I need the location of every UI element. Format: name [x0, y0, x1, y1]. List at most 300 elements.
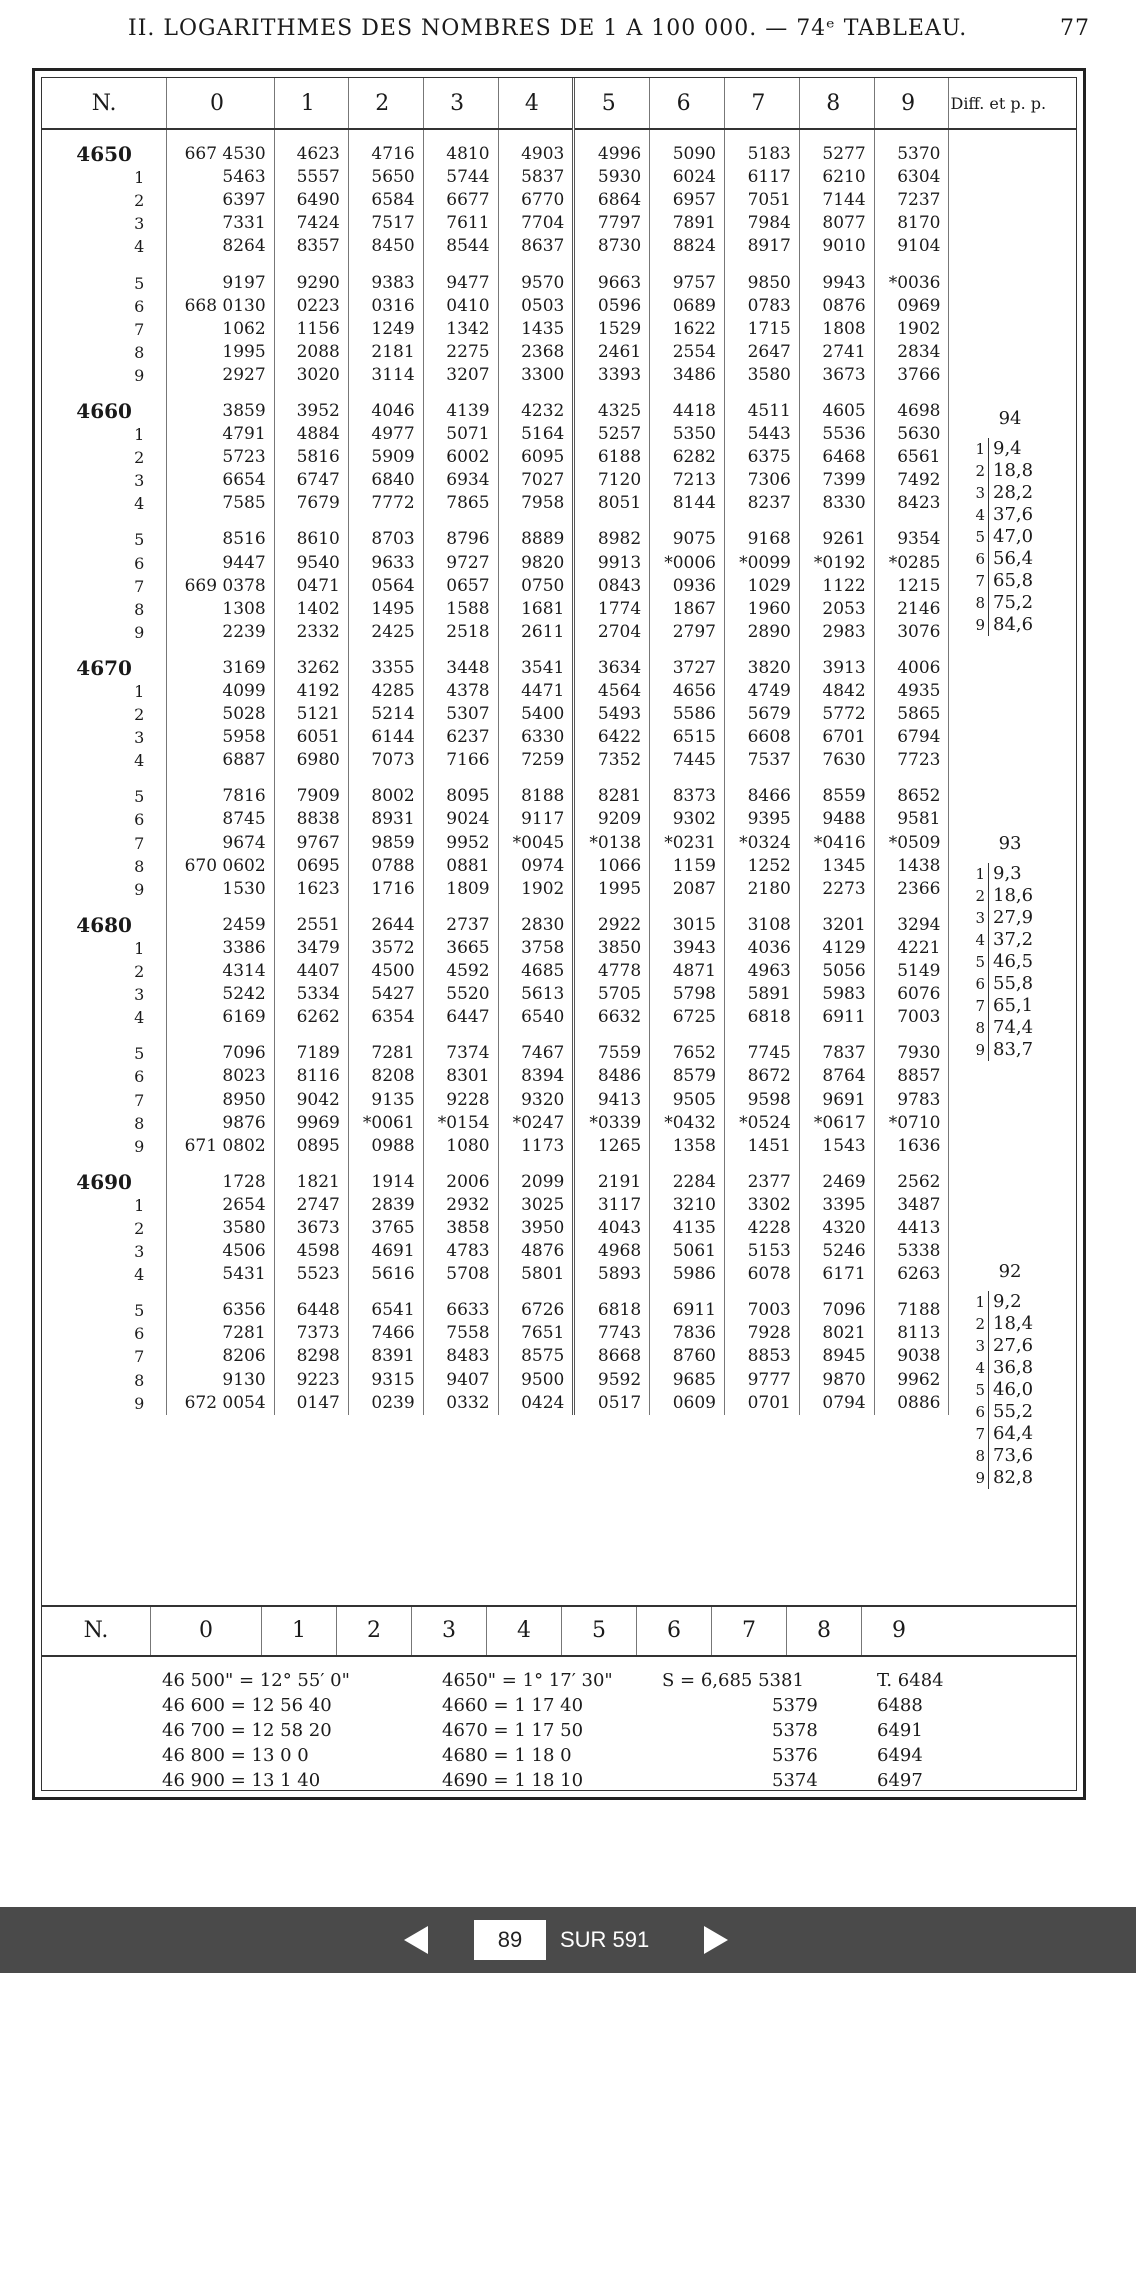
table-cell: 0876 — [799, 295, 874, 318]
diff-cell — [949, 212, 1076, 235]
diff-line — [967, 995, 1033, 1017]
table-cell: 9228 — [423, 1088, 498, 1111]
table-row — [42, 552, 1076, 575]
table-cell: 7213 — [650, 469, 725, 492]
table-cell: 8051 — [574, 492, 650, 515]
table-cell: *0154 — [423, 1112, 498, 1135]
table-cell: *0617 — [799, 1112, 874, 1135]
table-row — [42, 878, 1076, 901]
row-number: 8 — [42, 1369, 167, 1392]
table-cell: 9969 — [274, 1112, 348, 1135]
table-cell: 8950 — [167, 1088, 274, 1111]
table-row — [42, 1369, 1076, 1392]
table-cell: 8188 — [498, 772, 574, 808]
row-number: 7 — [42, 1345, 167, 1368]
table-cell: 5983 — [799, 983, 874, 1006]
table-cell: 8466 — [725, 772, 800, 808]
table-cell: 8672 — [725, 1065, 800, 1088]
table-cell: 7559 — [574, 1029, 650, 1065]
row-number: 2 — [42, 189, 167, 212]
table-cell: 0895 — [274, 1135, 348, 1158]
table-cell: 2181 — [348, 341, 423, 364]
table-cell: 3262 — [274, 644, 348, 680]
table-cell: 7743 — [574, 1322, 650, 1345]
diff-line — [967, 460, 1033, 482]
table-cell: 1345 — [799, 855, 874, 878]
table-cell: 4778 — [574, 960, 650, 983]
footnote-line: 46 500" = 12° 55′ 0" — [162, 1670, 350, 1691]
table-cell: 6770 — [498, 189, 574, 212]
table-cell: 5242 — [167, 983, 274, 1006]
table-cell: 3015 — [650, 901, 725, 937]
footnote-line: 4650" = 1° 17′ 30" — [442, 1670, 613, 1691]
row-number: 3 — [42, 469, 167, 492]
table-cell: 1265 — [574, 1135, 650, 1158]
table-cell: 8889 — [498, 515, 574, 551]
table-cell: 3758 — [498, 937, 574, 960]
table-cell: 9859 — [348, 832, 423, 855]
table-cell: 7096 — [799, 1286, 874, 1322]
table-cell: 3487 — [874, 1194, 949, 1217]
footnote-col-arc — [442, 1668, 613, 1793]
table-cell: 4135 — [650, 1217, 725, 1240]
table-row — [42, 901, 1076, 937]
table-cell: 5616 — [348, 1263, 423, 1286]
table-cell: 5801 — [498, 1263, 574, 1286]
page-number-input[interactable] — [474, 1920, 546, 1960]
table-cell: 4500 — [348, 960, 423, 983]
diff-multiplier: 8 — [967, 1445, 989, 1467]
diff-cell — [949, 749, 1076, 772]
table-cell: 4471 — [498, 680, 574, 703]
table-cell: 6818 — [725, 1006, 800, 1029]
table-cell: 7928 — [725, 1322, 800, 1345]
table-cell: 5334 — [274, 983, 348, 1006]
row-number: 9 — [42, 1135, 167, 1158]
table-cell: 4605 — [799, 387, 874, 423]
table-cell: 8373 — [650, 772, 725, 808]
table-cell: 8095 — [423, 772, 498, 808]
table-cell: 8559 — [799, 772, 874, 808]
row-number: 7 — [42, 1088, 167, 1111]
table-row — [42, 832, 1076, 855]
diff-multiplier: 7 — [967, 1423, 989, 1445]
table-cell: 0596 — [574, 295, 650, 318]
table-cell: 3766 — [874, 364, 949, 387]
diff-value: 83,7 — [993, 1039, 1034, 1060]
diff-multiplier: 8 — [967, 592, 989, 614]
table-cell: 9674 — [167, 832, 274, 855]
diff-cell — [949, 129, 1076, 166]
table-cell: 4810 — [423, 129, 498, 166]
table-cell: 1809 — [423, 878, 498, 901]
table-cell: 6633 — [423, 1286, 498, 1322]
table-cell: 7189 — [274, 1029, 348, 1065]
diff-cell — [949, 772, 1076, 808]
table-cell: 6701 — [799, 726, 874, 749]
table-cell: 9633 — [348, 552, 423, 575]
table-row — [42, 469, 1076, 492]
table-cell: 2332 — [274, 621, 348, 644]
table-cell: 6169 — [167, 1006, 274, 1029]
footnote-col-s — [662, 1668, 818, 1793]
table-row — [42, 1286, 1076, 1322]
table-body — [42, 129, 1076, 1415]
table-cell: 5986 — [650, 1263, 725, 1286]
table-cell: 7836 — [650, 1322, 725, 1345]
table-cell: 2425 — [348, 621, 423, 644]
footnote-line: 4660 = 1 17 40 — [442, 1695, 584, 1716]
table-cell: 0988 — [348, 1135, 423, 1158]
table-cell: 4129 — [799, 937, 874, 960]
table-cell: 3858 — [423, 1217, 498, 1240]
table-cell: 9024 — [423, 808, 498, 831]
table-cell: 7467 — [498, 1029, 574, 1065]
footer-column-label: 6 — [637, 1607, 712, 1655]
table-cell: 5350 — [650, 423, 725, 446]
diff-value: 37,6 — [993, 504, 1034, 525]
diff-cell — [949, 235, 1076, 258]
table-cell: 5536 — [799, 423, 874, 446]
row-number: 9 — [42, 364, 167, 387]
table-cell: 4842 — [799, 680, 874, 703]
table-cell: 4325 — [574, 387, 650, 423]
row-number: 4 — [42, 1006, 167, 1029]
table-cell: 9500 — [498, 1369, 574, 1392]
table-cell: 667 4530 — [167, 129, 274, 166]
table-cell: 9104 — [874, 235, 949, 258]
table-cell: 9870 — [799, 1369, 874, 1392]
table-cell: 5463 — [167, 166, 274, 189]
diff-value: 82,8 — [993, 1467, 1034, 1488]
table-cell: 1995 — [574, 878, 650, 901]
table-cell: 1249 — [348, 318, 423, 341]
table-cell: *0036 — [874, 258, 949, 294]
table-cell: 8144 — [650, 492, 725, 515]
table-cell: 7816 — [167, 772, 274, 808]
table-cell: 9223 — [274, 1369, 348, 1392]
diff-cell — [949, 644, 1076, 680]
table-cell: 7865 — [423, 492, 498, 515]
triangle-right-icon[interactable] — [704, 1926, 728, 1954]
table-cell: 8703 — [348, 515, 423, 551]
table-cell: 3210 — [650, 1194, 725, 1217]
table-cell: 6468 — [799, 446, 874, 469]
table-cell: 4407 — [274, 960, 348, 983]
footnote-line: 6488 — [877, 1695, 923, 1716]
table-cell: 7424 — [274, 212, 348, 235]
table-cell: 3943 — [650, 937, 725, 960]
table-cell: 2273 — [799, 878, 874, 901]
diff-multiplier: 5 — [967, 526, 989, 548]
table-cell: 3820 — [725, 644, 800, 680]
table-cell: 8838 — [274, 808, 348, 831]
table-cell: 7259 — [498, 749, 574, 772]
table-cell: 5816 — [274, 446, 348, 469]
table-cell: 9505 — [650, 1088, 725, 1111]
row-number: 7 — [42, 575, 167, 598]
table-cell: 5958 — [167, 726, 274, 749]
table-cell: 1066 — [574, 855, 650, 878]
table-cell: 8610 — [274, 515, 348, 551]
table-cell: 2704 — [574, 621, 650, 644]
table-cell: 3355 — [348, 644, 423, 680]
diff-multiplier: 9 — [967, 614, 989, 636]
table-cell: 0936 — [650, 575, 725, 598]
table-cell: 4378 — [423, 680, 498, 703]
table-cell: 9395 — [725, 808, 800, 831]
table-cell: 1715 — [725, 318, 800, 341]
diff-multiplier: 6 — [967, 548, 989, 570]
table-row — [42, 1263, 1076, 1286]
table-cell: 5400 — [498, 703, 574, 726]
table-cell: 5493 — [574, 703, 650, 726]
table-cell: 6188 — [574, 446, 650, 469]
diff-multiplier: 1 — [967, 438, 989, 460]
table-cell: 8668 — [574, 1345, 650, 1368]
table-cell: 5431 — [167, 1263, 274, 1286]
diff-line — [967, 504, 1033, 526]
diff-cell — [949, 808, 1076, 831]
table-cell: 9488 — [799, 808, 874, 831]
diff-value: 84,6 — [993, 614, 1034, 635]
table-cell: 7492 — [874, 469, 949, 492]
table-cell: 6747 — [274, 469, 348, 492]
table-row — [42, 1240, 1076, 1263]
diff-cell — [949, 166, 1076, 189]
row-number: 3 — [42, 1240, 167, 1263]
diff-line — [967, 1423, 1033, 1445]
table-cell: 7517 — [348, 212, 423, 235]
table-row — [42, 212, 1076, 235]
table-cell: 5772 — [799, 703, 874, 726]
table-cell: 1358 — [650, 1135, 725, 1158]
column-header: 9 — [874, 78, 949, 129]
table-cell: 8516 — [167, 515, 274, 551]
row-number: 8 — [42, 855, 167, 878]
footnote-line: 4670 = 1 17 50 — [442, 1720, 584, 1741]
table-cell: 1808 — [799, 318, 874, 341]
table-cell: 8579 — [650, 1065, 725, 1088]
table-cell: 6263 — [874, 1263, 949, 1286]
row-number: 1 — [42, 423, 167, 446]
table-cell: 2180 — [725, 878, 800, 901]
diff-line — [967, 885, 1033, 907]
table-cell: 4413 — [874, 1217, 949, 1240]
diff-cell — [949, 341, 1076, 364]
table-cell: 8391 — [348, 1345, 423, 1368]
column-header: 1 — [274, 78, 348, 129]
table-row — [42, 1345, 1076, 1368]
footer-column-label: N. — [42, 1607, 151, 1655]
table-cell: 9767 — [274, 832, 348, 855]
table-cell: 5338 — [874, 1240, 949, 1263]
table-cell: 3486 — [650, 364, 725, 387]
table-frame-inner — [41, 77, 1077, 1791]
table-cell: 7051 — [725, 189, 800, 212]
table-cell: 4749 — [725, 680, 800, 703]
diff-multiplier: 3 — [967, 1335, 989, 1357]
table-cell: 5557 — [274, 166, 348, 189]
diff-multiplier: 7 — [967, 570, 989, 592]
row-number: 1 — [42, 680, 167, 703]
diff-value: 9,4 — [993, 438, 1022, 459]
table-cell: 6490 — [274, 189, 348, 212]
table-cell: 8301 — [423, 1065, 498, 1088]
diff-multiplier: 4 — [967, 504, 989, 526]
table-cell: 7445 — [650, 749, 725, 772]
footnote-line: 46 800 = 13 0 0 — [162, 1745, 309, 1766]
table-cell: 7652 — [650, 1029, 725, 1065]
column-header: N. — [42, 78, 167, 129]
footnote-line: S = 6̄,685 5381 — [662, 1670, 804, 1691]
row-number: 8 — [42, 598, 167, 621]
row-number: 6 — [42, 1322, 167, 1345]
diff-line — [967, 438, 1033, 460]
diff-line — [967, 1313, 1033, 1335]
table-cell: *0247 — [498, 1112, 574, 1135]
diff-value: 55,8 — [993, 973, 1034, 994]
table-cell: 9876 — [167, 1112, 274, 1135]
column-header: 8 — [799, 78, 874, 129]
diff-value: 47,0 — [993, 526, 1034, 547]
diff-value: 46,0 — [993, 1379, 1034, 1400]
footer-column-label: 4 — [487, 1607, 562, 1655]
table-cell: 4876 — [498, 1240, 574, 1263]
diff-multiplier: 9 — [967, 1039, 989, 1061]
table-cell: 8077 — [799, 212, 874, 235]
table-cell: 9168 — [725, 515, 800, 551]
table-cell: 0701 — [725, 1392, 800, 1415]
table-cell: 2275 — [423, 341, 498, 364]
diff-multiplier: 8 — [967, 1017, 989, 1039]
diff-cell — [949, 258, 1076, 294]
table-cell: 1681 — [498, 598, 574, 621]
table-cell: 6375 — [725, 446, 800, 469]
table-cell: 4099 — [167, 680, 274, 703]
table-cell: 9010 — [799, 235, 874, 258]
table-cell: 8450 — [348, 235, 423, 258]
table-cell: 1062 — [167, 318, 274, 341]
table-cell: 1080 — [423, 1135, 498, 1158]
table-cell: 9777 — [725, 1369, 800, 1392]
table-cell: 6117 — [725, 166, 800, 189]
table-cell: 1342 — [423, 318, 498, 341]
column-header: 0 — [167, 78, 274, 129]
table-cell: 1495 — [348, 598, 423, 621]
table-cell: 7585 — [167, 492, 274, 515]
row-number: 3 — [42, 726, 167, 749]
table-cell: 0609 — [650, 1392, 725, 1415]
table-cell: 4418 — [650, 387, 725, 423]
table-cell: 2146 — [874, 598, 949, 621]
table-row — [42, 423, 1076, 446]
diff-value: 46,5 — [993, 951, 1034, 972]
table-cell: *0061 — [348, 1112, 423, 1135]
table-cell: 8002 — [348, 772, 423, 808]
row-number: 9 — [42, 878, 167, 901]
table-cell: 0657 — [423, 575, 498, 598]
table-cell: 2469 — [799, 1158, 874, 1194]
row-number: 4650 — [42, 129, 167, 166]
triangle-left-icon[interactable] — [404, 1926, 428, 1954]
table-cell: 4656 — [650, 680, 725, 703]
table-cell: 3117 — [574, 1194, 650, 1217]
row-number: 5 — [42, 258, 167, 294]
table-cell: 4996 — [574, 129, 650, 166]
table-cell: 3448 — [423, 644, 498, 680]
table-cell: 2922 — [574, 901, 650, 937]
table-cell: *0231 — [650, 832, 725, 855]
diff-multiplier: 1 — [967, 1291, 989, 1313]
diff-cell — [949, 703, 1076, 726]
table-cell: 5028 — [167, 703, 274, 726]
table-cell: 2839 — [348, 1194, 423, 1217]
table-cell: 3950 — [498, 1217, 574, 1240]
table-cell: 8931 — [348, 808, 423, 831]
footer-column-label: 8 — [787, 1607, 862, 1655]
table-row — [42, 772, 1076, 808]
table-cell: 3169 — [167, 644, 274, 680]
table-cell: 2644 — [348, 901, 423, 937]
diff-multiplier: 2 — [967, 1313, 989, 1335]
table-cell: 9447 — [167, 552, 274, 575]
table-cell: 7772 — [348, 492, 423, 515]
row-number: 2 — [42, 703, 167, 726]
table-cell: 1914 — [348, 1158, 423, 1194]
diff-line — [967, 929, 1033, 951]
table-cell: 0332 — [423, 1392, 498, 1415]
footer-column-label: 1 — [262, 1607, 337, 1655]
diff-multiplier: 6 — [967, 1401, 989, 1423]
footer-column-label: 7 — [712, 1607, 787, 1655]
table-cell: 8824 — [650, 235, 725, 258]
table-cell: 6171 — [799, 1263, 874, 1286]
row-number: 2 — [42, 446, 167, 469]
row-number: 4 — [42, 749, 167, 772]
table-cell: 4698 — [874, 387, 949, 423]
table-cell: 6144 — [348, 726, 423, 749]
table-cell: 671 0802 — [167, 1135, 274, 1158]
footer-column-label: 5 — [562, 1607, 637, 1655]
table-cell: 3393 — [574, 364, 650, 387]
table-cell: 7374 — [423, 1029, 498, 1065]
table-cell: 2368 — [498, 341, 574, 364]
column-header: Diff. et p. p. — [949, 78, 1076, 129]
table-cell: 8917 — [725, 235, 800, 258]
page-total-label: SUR 591 — [560, 1927, 650, 1952]
table-row — [42, 318, 1076, 341]
diff-line — [967, 614, 1033, 636]
table-cell: 2459 — [167, 901, 274, 937]
table-cell: 7611 — [423, 212, 498, 235]
table-row — [42, 129, 1076, 166]
table-cell: *0006 — [650, 552, 725, 575]
table-cell: 6304 — [874, 166, 949, 189]
diff-cell — [949, 680, 1076, 703]
table-cell: 5164 — [498, 423, 574, 446]
table-cell: 5427 — [348, 983, 423, 1006]
diff-value: 37,2 — [993, 929, 1034, 950]
table-cell: 2087 — [650, 878, 725, 901]
table-cell: 8208 — [348, 1065, 423, 1088]
diff-line — [967, 1017, 1033, 1039]
table-row — [42, 621, 1076, 644]
row-number: 4680 — [42, 901, 167, 937]
diff-multiplier: 5 — [967, 1379, 989, 1401]
table-cell: 7120 — [574, 469, 650, 492]
table-cell: 7003 — [874, 1006, 949, 1029]
